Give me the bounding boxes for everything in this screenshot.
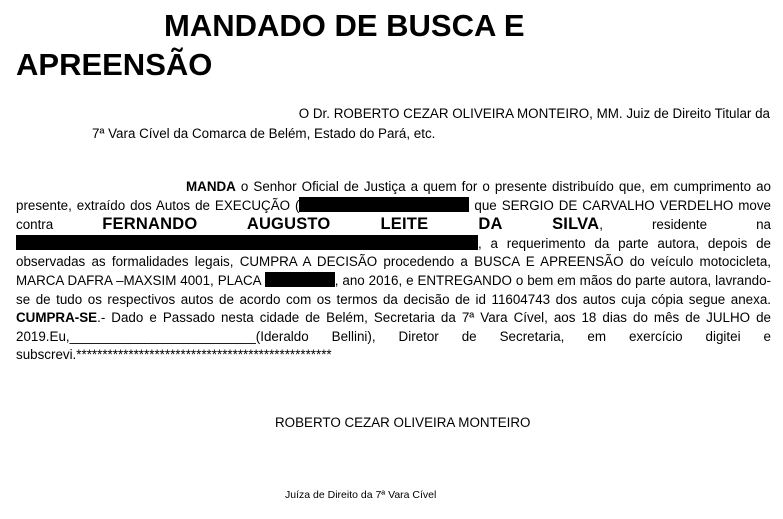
body-text-5: , ano 2016, e ENTREGANDO o bem em mãos do parte autora, lavrando-se de tudo os respectivos autos de acordo com os termos da decisão de id 11604743 dos autos cuja cópia segue anexa.	[16, 272, 771, 307]
warrant-body	[16, 178, 771, 365]
body-text-3: , residente na	[599, 217, 771, 233]
body-text-1: o Senhor Oficial de Justiça a quem for o presente distribuído que, em cumprimento ao presente, extraído dos Autos de EXECUÇÃO (	[16, 179, 771, 213]
title-line-2: APREENSÃO	[16, 47, 213, 82]
body-text-4: , a requerimento da parte autora, depois de observadas as formalidades legais, CUMPRA A DECISÃO procedendo a BUSCA E APREENSÃO do veículo motocicleta, MARCA DAFRA –MAXSIM 4001, PLACA	[16, 235, 771, 288]
manda-keyword: MANDA	[186, 179, 236, 194]
intro-line-2: 7ª Vara Cível da Comarca de Belém, Estado do Pará, etc.	[92, 126, 436, 141]
redacted-process-number	[299, 197, 469, 212]
cumpra-se-keyword: CUMPRA-SE	[16, 310, 98, 326]
document-title	[16, 6, 636, 84]
intro-line-1: O Dr. ROBERTO CEZAR OLIVEIRA MONTEIRO, MM. Juiz de Direito Titular da	[298, 106, 770, 121]
body-text-2: que SERGIO DE CARVALHO VERDELHO move contra	[16, 197, 771, 233]
redacted-address	[16, 235, 478, 250]
signature-role: Juíza de Direito da 7ª Vara Cível	[285, 489, 437, 501]
title-line-1: MANDADO DE BUSCA E	[164, 8, 525, 43]
signature-name: ROBERTO CEZAR OLIVEIRA MONTEIRO	[275, 415, 531, 430]
judge-intro	[92, 104, 770, 144]
defendant-name: FERNANDO AUGUSTO LEITE DA SILVA	[102, 215, 600, 234]
redacted-plate	[265, 272, 335, 287]
body-text-6: .- Dado e Passado nesta cidade de Belém, Secretaria da 7ª Vara Cível, aos 18 dias do mês de JULHO de 2019.Eu,_________________________(Ideraldo Bellini), Diretor de Secretaria, em exercício digitei e subscrevi.*************************************************	[16, 310, 771, 363]
